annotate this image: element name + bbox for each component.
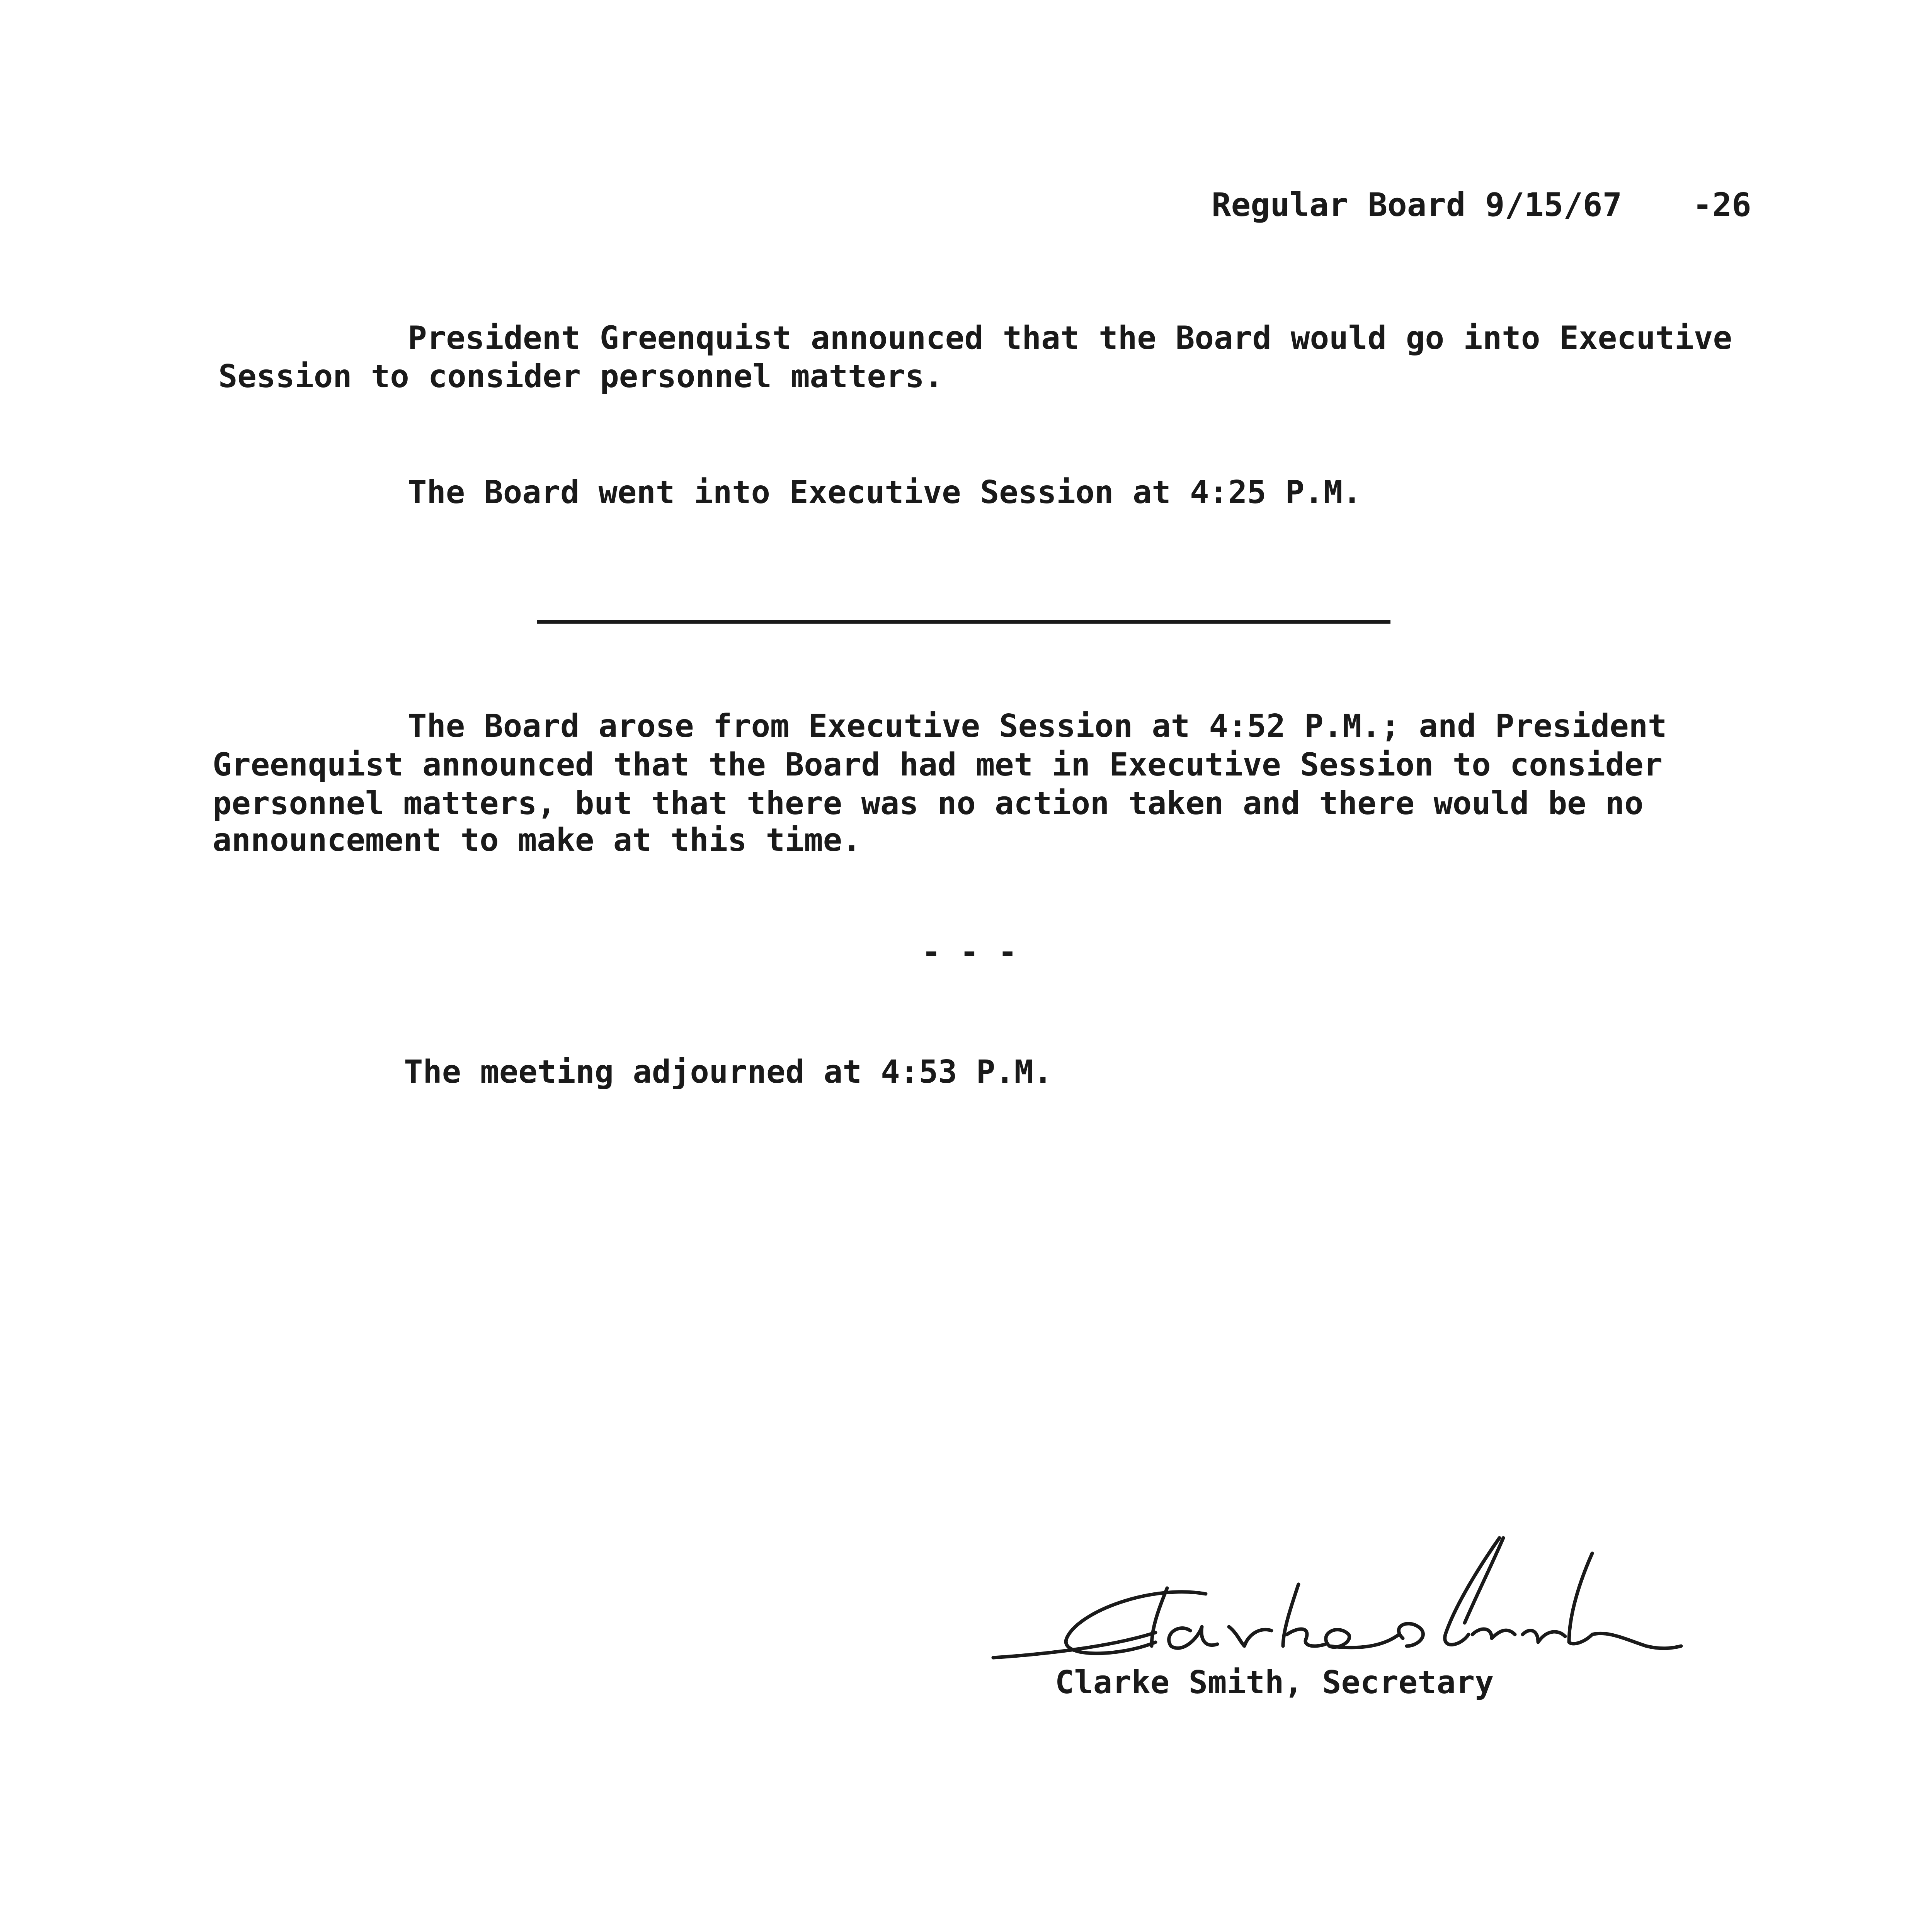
header-title: Regular Board 9/15/67 (1212, 186, 1622, 224)
paragraph-2-line-1: The Board went into Executive Session at 4:25 P.M. (408, 474, 1362, 511)
signatory-name-title: Clarke Smith, Secretary (1055, 1664, 1494, 1701)
paragraph-1-line-1: President Greenquist announced that the Board would go into Executive (408, 320, 1732, 357)
paragraph-3-line-2: Greenquist announced that the Board had met in Executive Session to consider (213, 747, 1663, 783)
paragraph-3-line-4: announcement to make at this time. (213, 822, 861, 859)
paragraph-3-line-3: personnel matters, but that there was no action taken and there would be no (213, 785, 1644, 822)
section-separator: - - - (922, 934, 1017, 971)
paragraph-3-line-1: The Board arose from Executive Session at 4:52 P.M.; and President (408, 708, 1667, 745)
paragraph-4-line-1: The meeting adjourned at 4:53 P.M. (404, 1054, 1053, 1090)
handwritten-signature (989, 1530, 1685, 1669)
header-page-ref: -26 (1693, 186, 1751, 224)
paragraph-1-line-2: Session to consider personnel matters. (218, 358, 943, 395)
horizontal-rule (537, 620, 1390, 624)
